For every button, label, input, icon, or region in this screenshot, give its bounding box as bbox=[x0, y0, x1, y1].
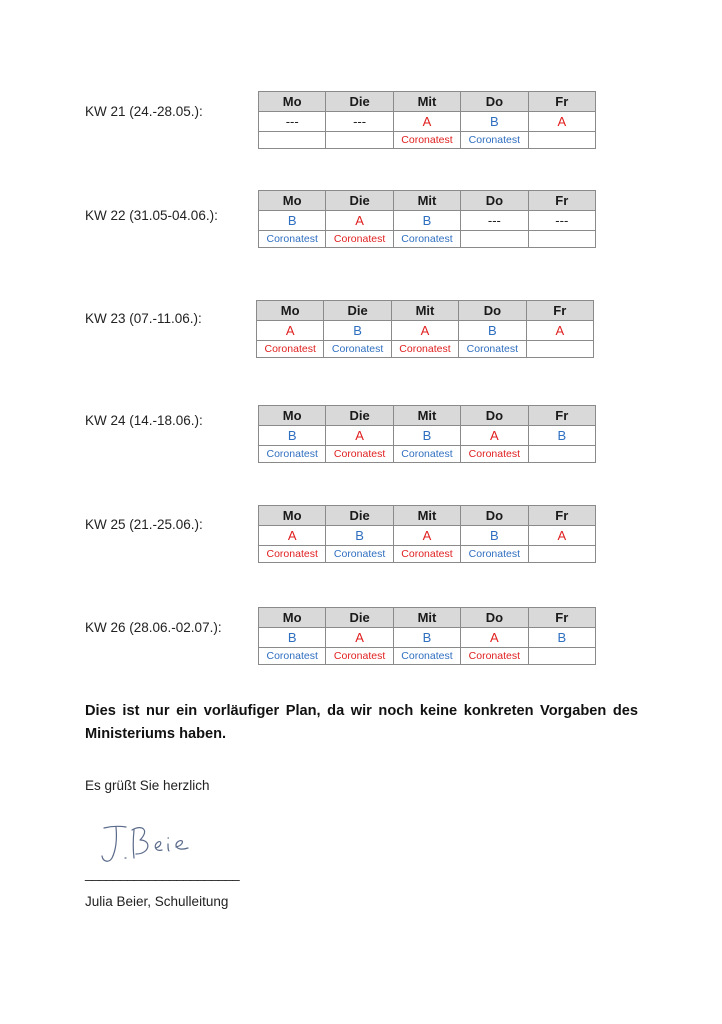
test-row bbox=[259, 648, 596, 665]
greeting: Es grüßt Sie herzlich bbox=[85, 778, 210, 793]
day-header: Do bbox=[461, 506, 528, 526]
week-label: KW 26 (28.06.-02.07.): bbox=[85, 620, 222, 635]
test-cell: Coronatest bbox=[393, 132, 460, 149]
test-row bbox=[259, 546, 596, 563]
signer-name: Julia Beier, Schulleitung bbox=[85, 894, 229, 909]
test-cell: Coronatest bbox=[461, 132, 528, 149]
test-cell: Coronatest bbox=[393, 546, 460, 563]
group-cell: A bbox=[528, 526, 595, 546]
week-label: KW 23 (07.-11.06.): bbox=[85, 311, 202, 326]
group-cell: B bbox=[393, 426, 460, 446]
test-cell bbox=[528, 446, 595, 463]
test-cell: Coronatest bbox=[461, 648, 528, 665]
group-row bbox=[259, 112, 596, 132]
day-header: Do bbox=[461, 406, 528, 426]
test-cell: Coronatest bbox=[391, 341, 458, 358]
day-header-row bbox=[259, 406, 596, 426]
week-schedule-table bbox=[258, 91, 596, 149]
day-header: Die bbox=[326, 608, 393, 628]
week-label: KW 24 (14.-18.06.): bbox=[85, 413, 203, 428]
group-cell: B bbox=[461, 526, 528, 546]
day-header: Fr bbox=[528, 506, 595, 526]
group-cell: B bbox=[324, 321, 391, 341]
day-header: Fr bbox=[528, 191, 595, 211]
day-header-row bbox=[257, 301, 594, 321]
day-header: Do bbox=[461, 608, 528, 628]
week-label: KW 22 (31.05-04.06.): bbox=[85, 208, 218, 223]
test-cell: Coronatest bbox=[461, 546, 528, 563]
week-schedule-table bbox=[258, 607, 596, 665]
day-header: Mo bbox=[257, 301, 324, 321]
group-cell: A bbox=[526, 321, 593, 341]
group-cell: A bbox=[393, 526, 460, 546]
test-cell bbox=[528, 231, 595, 248]
group-row bbox=[259, 628, 596, 648]
test-cell bbox=[528, 132, 595, 149]
test-cell: Coronatest bbox=[259, 231, 326, 248]
day-header: Fr bbox=[526, 301, 593, 321]
group-cell: --- bbox=[259, 112, 326, 132]
day-header: Mo bbox=[259, 608, 326, 628]
test-cell bbox=[528, 546, 595, 563]
day-header: Mo bbox=[259, 92, 326, 112]
day-header: Die bbox=[326, 191, 393, 211]
day-header: Fr bbox=[528, 406, 595, 426]
week-schedule-table bbox=[258, 405, 596, 463]
test-cell: Coronatest bbox=[324, 341, 391, 358]
group-cell: --- bbox=[528, 211, 595, 231]
test-cell: Coronatest bbox=[326, 231, 393, 248]
day-header: Mit bbox=[393, 506, 460, 526]
test-cell bbox=[526, 341, 593, 358]
week-schedule-table bbox=[258, 190, 596, 248]
day-header-row bbox=[259, 191, 596, 211]
day-header: Mo bbox=[259, 506, 326, 526]
test-row bbox=[259, 231, 596, 248]
group-cell: A bbox=[326, 628, 393, 648]
day-header: Do bbox=[461, 191, 528, 211]
day-header-row bbox=[259, 506, 596, 526]
group-cell: B bbox=[461, 112, 528, 132]
test-cell: Coronatest bbox=[259, 546, 326, 563]
group-cell: A bbox=[259, 526, 326, 546]
test-cell bbox=[528, 648, 595, 665]
week-label: KW 21 (24.-28.05.): bbox=[85, 104, 203, 119]
day-header: Mo bbox=[259, 191, 326, 211]
group-cell: A bbox=[393, 112, 460, 132]
group-cell: A bbox=[461, 426, 528, 446]
day-header: Fr bbox=[528, 608, 595, 628]
day-header: Mit bbox=[393, 406, 460, 426]
group-cell: A bbox=[461, 628, 528, 648]
week-label: KW 25 (21.-25.06.): bbox=[85, 517, 203, 532]
test-cell: Coronatest bbox=[393, 648, 460, 665]
signature-line: ______________________ bbox=[85, 866, 240, 881]
group-cell: A bbox=[326, 426, 393, 446]
group-cell: B bbox=[259, 211, 326, 231]
day-header: Fr bbox=[528, 92, 595, 112]
day-header: Do bbox=[459, 301, 526, 321]
group-cell: A bbox=[326, 211, 393, 231]
day-header: Mit bbox=[393, 608, 460, 628]
group-row bbox=[259, 526, 596, 546]
test-cell: Coronatest bbox=[259, 446, 326, 463]
day-header: Die bbox=[324, 301, 391, 321]
test-cell: Coronatest bbox=[393, 446, 460, 463]
test-row bbox=[259, 446, 596, 463]
group-cell: B bbox=[393, 211, 460, 231]
test-cell: Coronatest bbox=[257, 341, 324, 358]
day-header: Die bbox=[326, 92, 393, 112]
group-cell: --- bbox=[461, 211, 528, 231]
test-cell: Coronatest bbox=[326, 546, 393, 563]
group-row bbox=[259, 426, 596, 446]
notice-text: Dies ist nur ein vorläufiger Plan, da wir noch keine konkreten Vorgaben des Ministeriums haben. bbox=[85, 703, 638, 742]
test-cell bbox=[326, 132, 393, 149]
group-cell: B bbox=[459, 321, 526, 341]
handwritten-signature bbox=[98, 818, 218, 868]
test-cell: Coronatest bbox=[326, 648, 393, 665]
group-cell: A bbox=[528, 112, 595, 132]
day-header: Mit bbox=[393, 191, 460, 211]
test-row bbox=[257, 341, 594, 358]
day-header: Mit bbox=[393, 92, 460, 112]
group-cell: B bbox=[528, 628, 595, 648]
week-schedule-table bbox=[258, 505, 596, 563]
group-row bbox=[259, 211, 596, 231]
test-cell: Coronatest bbox=[393, 231, 460, 248]
test-cell bbox=[259, 132, 326, 149]
day-header: Mo bbox=[259, 406, 326, 426]
day-header-row bbox=[259, 608, 596, 628]
day-header: Die bbox=[326, 406, 393, 426]
test-cell: Coronatest bbox=[326, 446, 393, 463]
group-cell: B bbox=[259, 628, 326, 648]
group-cell: B bbox=[393, 628, 460, 648]
test-row bbox=[259, 132, 596, 149]
group-cell: B bbox=[528, 426, 595, 446]
day-header: Die bbox=[326, 506, 393, 526]
week-schedule-table bbox=[256, 300, 594, 358]
day-header: Do bbox=[461, 92, 528, 112]
group-row bbox=[257, 321, 594, 341]
day-header: Mit bbox=[391, 301, 458, 321]
group-cell: A bbox=[257, 321, 324, 341]
day-header-row bbox=[259, 92, 596, 112]
group-cell: B bbox=[259, 426, 326, 446]
test-cell: Coronatest bbox=[459, 341, 526, 358]
group-cell: A bbox=[391, 321, 458, 341]
test-cell: Coronatest bbox=[461, 446, 528, 463]
group-cell: --- bbox=[326, 112, 393, 132]
test-cell bbox=[461, 231, 528, 248]
group-cell: B bbox=[326, 526, 393, 546]
test-cell: Coronatest bbox=[259, 648, 326, 665]
